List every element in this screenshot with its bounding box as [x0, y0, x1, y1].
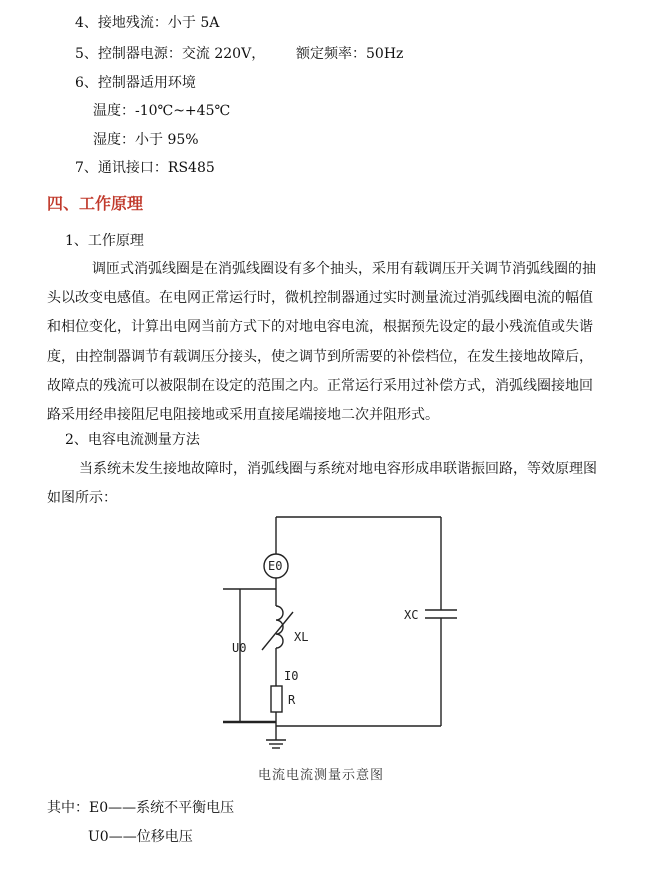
paragraph-line: 度，由控制器调节有载调压分接头，使之调节到所需要的补偿档位，在发生接地故障后， — [47, 348, 593, 365]
xc-label: XC — [404, 608, 419, 622]
subsection-2-title: 2、电容电流测量方法 — [65, 432, 200, 448]
spec-comm-interface: 7、通讯接口：RS485 — [75, 160, 215, 176]
principle-paragraph — [47, 255, 625, 430]
section-title: 四、工作原理 — [47, 194, 144, 213]
note-e0: 其中：E0——系统不平衡电压 — [47, 800, 235, 816]
paragraph-line: 如图所示： — [47, 490, 117, 507]
paragraph-line: 当系统未发生接地故障时，消弧线圈与系统对地电容形成串联谐振回路，等效原理图 — [79, 461, 597, 477]
spec-power-supply: 5、控制器电源：交流 220V， — [75, 46, 266, 62]
diagram-caption: 电流电流测量示意图 — [258, 768, 385, 783]
spec-humidity: 湿度：小于 95% — [93, 132, 199, 148]
xl-label: XL — [294, 630, 309, 644]
inductor-xl — [276, 606, 283, 648]
paragraph-line: 路采用经串接阻尼电阻接地或采用直接尾端接地二次并阻形式。 — [47, 407, 439, 424]
spec-rated-frequency: 额定频率：50Hz — [296, 46, 404, 62]
spec-environment-heading: 6、控制器适用环境 — [75, 75, 196, 91]
r-label: R — [288, 693, 296, 707]
spec-temperature: 温度：-10℃~+45℃ — [93, 103, 231, 119]
paragraph-line: 调匝式消弧线圈是在消弧线圈设有多个抽头，采用有载调压开关调节消弧线圈的抽 — [92, 261, 596, 277]
u0-label: U0 — [232, 641, 247, 655]
inductor-arrow — [262, 612, 293, 650]
resistor-r — [271, 686, 282, 712]
i0-label: I0 — [284, 669, 299, 683]
paragraph-line: 头以改变电感值。在电网正常运行时，微机控制器通过实时测量流过消弧线圈电流的幅值 — [47, 290, 593, 307]
spec-residual-current: 4、接地残流：小于 5A — [75, 15, 220, 31]
paragraph-line: 故障点的残流可以被限制在设定的范围之内。正常运行采用过补偿方式，消弧线圈接地回 — [47, 377, 593, 394]
note-u0: U0——位移电压 — [88, 829, 193, 845]
subsection-1-title: 1、工作原理 — [65, 233, 144, 249]
equivalent-circuit-diagram — [220, 500, 460, 760]
e0-label: E0 — [268, 559, 283, 573]
paragraph-line: 和相位变化，计算出电网当前方式下的对地电容电流，根据预先设定的最小残流值或失谐 — [47, 319, 593, 336]
